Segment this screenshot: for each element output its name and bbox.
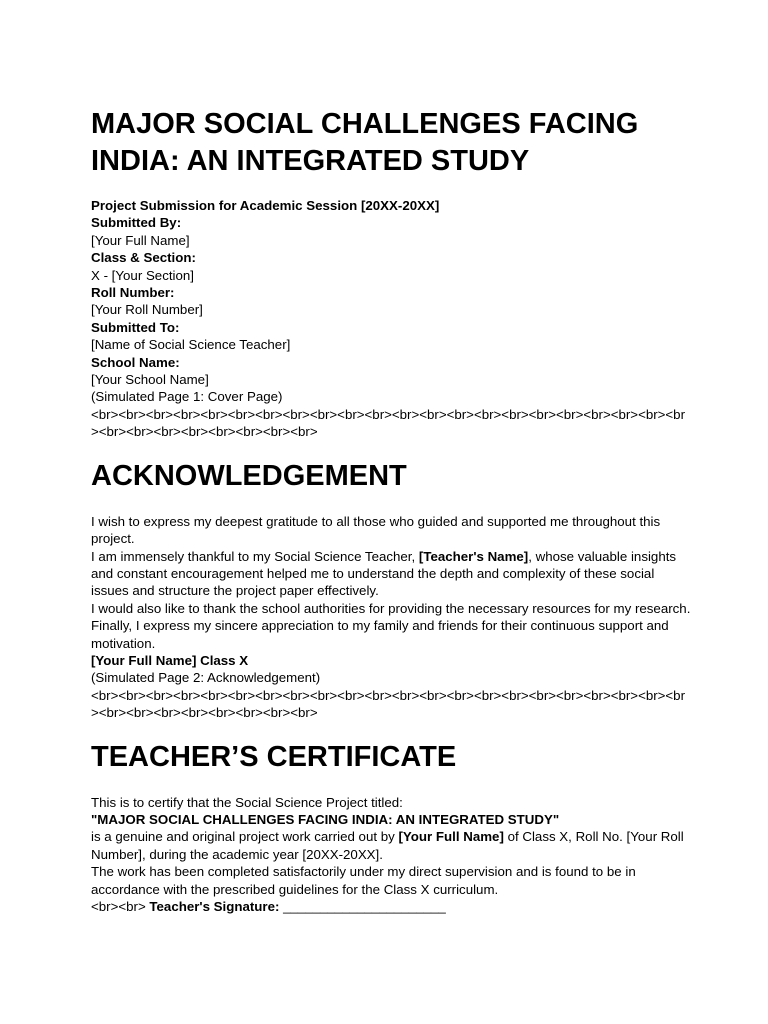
document-title: MAJOR SOCIAL CHALLENGES FACING INDIA: AN INTEGRATED STUDY bbox=[91, 108, 639, 177]
certificate-heading: TEACHER’S CERTIFICATE bbox=[91, 740, 457, 773]
ack-paragraph-1: I wish to express my deepest gratitude to all those who guided and supported me throughout this project. bbox=[91, 513, 661, 547]
school-name-label: School Name: bbox=[91, 354, 180, 370]
ack-br-run: <br><br><br><br><br><br><br><br><br><br><br><br><br><br><br><br><br><br><br><br><br><br><br><br><br><br><br><br><br><br> bbox=[91, 687, 686, 721]
teacher-name-placeholder: [Teacher's Name] bbox=[418, 548, 529, 564]
student-name-placeholder: [Your Full Name] bbox=[398, 829, 504, 845]
certificate-section bbox=[91, 794, 691, 916]
teacher-signature-line bbox=[91, 898, 691, 915]
signature-br-prefix: <br><br> bbox=[91, 899, 150, 914]
cert-p1-after: of Class X, Roll No. [Your Roll Number], during the academic year [20XX-20XX]. bbox=[91, 829, 684, 862]
cert-paragraph-1 bbox=[91, 828, 691, 863]
ack-paragraph-2 bbox=[91, 548, 691, 600]
ack-paragraph-4: Finally, I express my sincere appreciation to my family and friends for their continuous support and motivation. bbox=[91, 618, 669, 651]
cert-project-title: "MAJOR SOCIAL CHALLENGES FACING INDIA: AN INTEGRATED STUDY" bbox=[91, 811, 560, 827]
submitted-by-label: Submitted By: bbox=[91, 215, 182, 231]
signature-blank: ______________________ bbox=[283, 899, 446, 914]
class-section-value: X - [Your Section] bbox=[91, 267, 194, 283]
ack-paragraph-3: I would also like to thank the school authorities for providing the necessary resources for my research. bbox=[91, 600, 691, 616]
school-name-value: [Your School Name] bbox=[91, 372, 209, 388]
cert-intro: This is to certify that the Social Science Project titled: bbox=[91, 794, 403, 810]
acknowledgement-section bbox=[91, 513, 691, 722]
cover-section bbox=[91, 197, 691, 441]
roll-number-value: [Your Roll Number] bbox=[91, 302, 203, 318]
session-line: Project Submission for Academic Session [20XX-20XX] bbox=[91, 198, 440, 213]
ack-page-note: (Simulated Page 2: Acknowledgement) bbox=[91, 670, 321, 686]
acknowledgement-heading: ACKNOWLEDGEMENT bbox=[91, 459, 407, 492]
class-section-label: Class & Section: bbox=[91, 250, 196, 266]
ack-signoff: [Your Full Name] Class X bbox=[91, 652, 249, 668]
ack-p2-after: , whose valuable insights and constant encouragement helped me to understand the depth and complexity of these social issues and structure the project paper effectively. bbox=[91, 548, 677, 599]
roll-number-label: Roll Number: bbox=[91, 285, 175, 301]
signature-label: Teacher's Signature: bbox=[149, 899, 284, 914]
document-page bbox=[91, 106, 691, 915]
ack-p2-before: I am immensely thankful to my Social Science Teacher, bbox=[91, 548, 419, 564]
cover-page-note: (Simulated Page 1: Cover Page) bbox=[91, 389, 283, 405]
cert-p1-before: is a genuine and original project work carried out by bbox=[91, 829, 399, 845]
cover-br-run: <br><br><br><br><br><br><br><br><br><br><br><br><br><br><br><br><br><br><br><br><br><br><br><br><br><br><br><br><br><br> bbox=[91, 406, 686, 440]
cert-paragraph-2: The work has been completed satisfactorily under my direct supervision and is found to be in accordance with the prescribed guidelines for the Class X curriculum. bbox=[91, 864, 636, 897]
submitted-to-label: Submitted To: bbox=[91, 319, 180, 335]
submitted-by-value: [Your Full Name] bbox=[91, 232, 190, 248]
submitted-to-value: [Name of Social Science Teacher] bbox=[91, 337, 291, 353]
